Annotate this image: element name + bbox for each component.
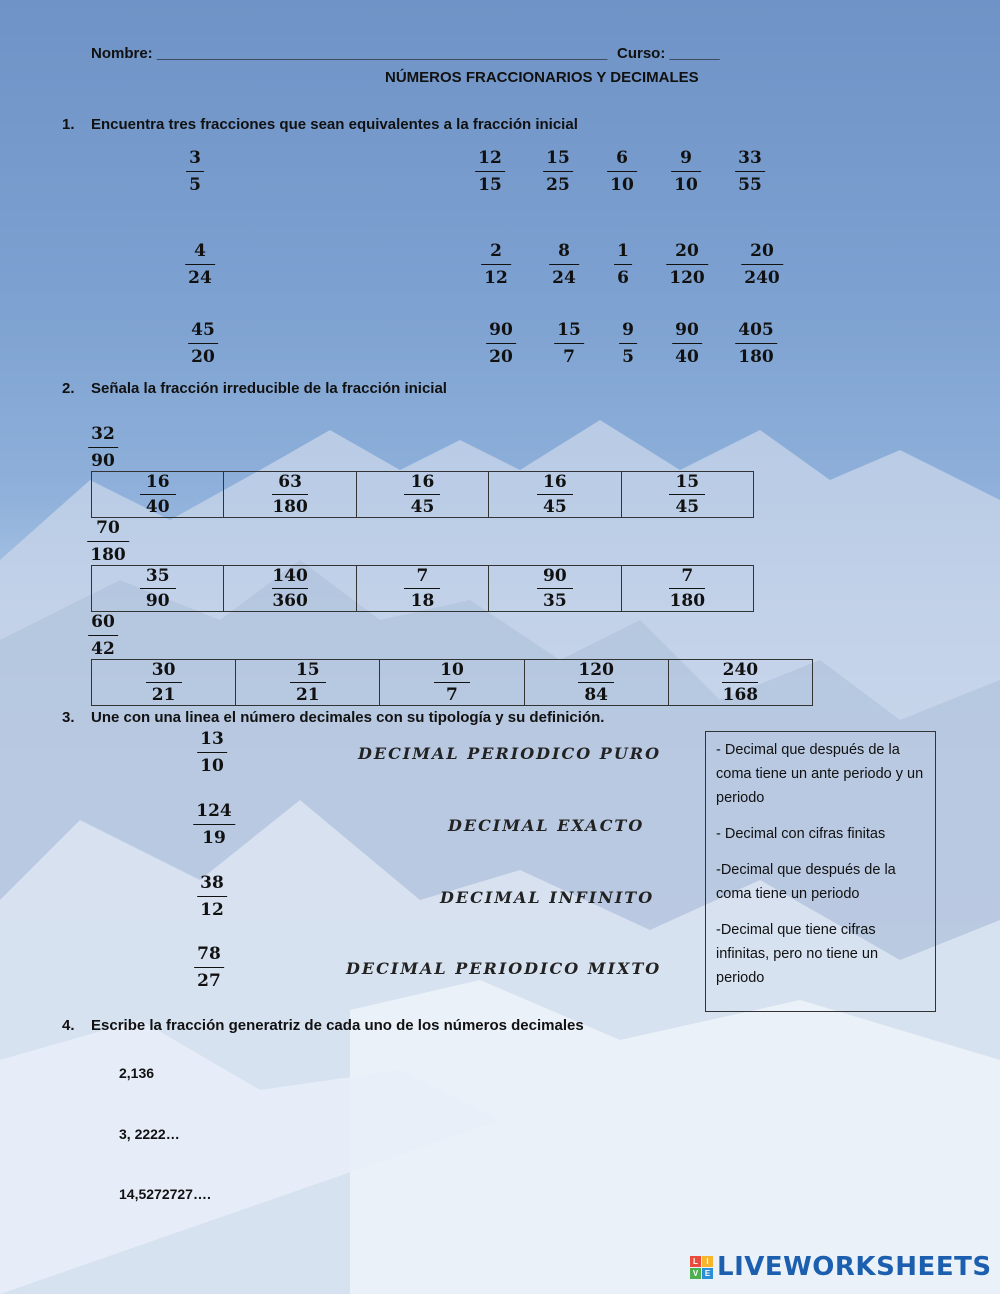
fraction-bar [666, 264, 708, 265]
denominator: 168 [722, 685, 759, 705]
fraction-bar [88, 635, 118, 636]
numerator: 9 [622, 320, 634, 340]
numerator: 45 [191, 320, 215, 340]
denominator: 42 [91, 639, 115, 659]
fraction-bar [735, 171, 765, 172]
numerator: 30 [151, 660, 176, 680]
question-3-number: 3. [62, 709, 75, 726]
denominator: 15 [478, 175, 502, 195]
numerator: 7 [416, 566, 429, 586]
option-fraction[interactable] [481, 240, 511, 289]
numerator: 35 [145, 566, 170, 586]
denominator: 27 [197, 971, 221, 991]
option-fraction[interactable] [543, 147, 573, 196]
fraction-bar [607, 171, 637, 172]
type-periodic-mixed[interactable]: DECIMAL PERIODICO MIXTO [346, 959, 662, 978]
fraction-bar [404, 588, 440, 589]
denominator: 5 [622, 347, 634, 367]
denominator: 19 [202, 828, 226, 848]
name-line: ______________________________________________________ [156, 45, 608, 62]
fraction-bar [669, 588, 705, 589]
option-fraction [489, 566, 620, 611]
numerator: 15 [675, 472, 700, 492]
numerator: 1 [617, 241, 629, 261]
fraction-bar [272, 494, 308, 495]
fraction-bar [486, 343, 516, 344]
question-1-text: Encuentra tres fracciones que sean equivalentes a la fracción inicial [91, 116, 578, 133]
type-periodic-pure[interactable]: DECIMAL PERIODICO PURO [358, 744, 661, 763]
fraction-bar [404, 494, 440, 495]
option-fraction[interactable] [672, 319, 702, 368]
initial-fraction [185, 240, 215, 289]
fraction-bar [185, 264, 215, 265]
option-fraction[interactable] [735, 319, 777, 368]
denominator: 12 [484, 268, 508, 288]
denominator: 25 [546, 175, 570, 195]
options-table [91, 659, 813, 706]
numerator: 32 [91, 424, 115, 444]
numerator: 240 [722, 660, 759, 680]
numerator: 12 [478, 148, 502, 168]
denominator: 18 [410, 591, 435, 611]
fraction-bar [537, 588, 573, 589]
decimal-item: 3, 2222… [119, 1126, 180, 1142]
option-fraction [357, 472, 488, 517]
fraction-bar [672, 343, 702, 344]
denominator: 7 [563, 347, 575, 367]
denominator: 240 [744, 268, 780, 288]
numerator: 20 [675, 241, 699, 261]
denominator: 180 [669, 591, 706, 611]
numerator: 90 [543, 566, 567, 586]
denominator: 45 [543, 497, 567, 517]
definition-item[interactable]: - Decimal que después de la coma tiene un ante periodo y un periodo [716, 742, 924, 806]
options-table [91, 565, 754, 612]
fraction-bar [188, 343, 218, 344]
course-label: Curso: [617, 45, 666, 62]
numerator: 20 [750, 241, 774, 261]
denominator: 45 [410, 497, 435, 517]
option-cell[interactable] [92, 472, 224, 518]
decimal-fraction[interactable] [197, 872, 227, 921]
denominator: 21 [295, 685, 320, 705]
option-fraction [525, 660, 668, 705]
numerator: 6 [616, 148, 628, 168]
definition-item[interactable]: - Decimal con cifras finitas [716, 826, 886, 842]
numerator: 7 [681, 566, 694, 586]
fraction-bar [146, 682, 182, 683]
definitions-box [705, 731, 936, 1012]
numerator: 124 [196, 801, 232, 821]
decimal-item: 14,5272727…. [119, 1186, 211, 1202]
option-fraction[interactable] [619, 319, 637, 368]
option-fraction[interactable] [666, 240, 708, 289]
table-row [92, 660, 813, 706]
numerator: 90 [675, 320, 699, 340]
numerator: 9 [680, 148, 692, 168]
option-cell[interactable] [236, 660, 380, 706]
options-table [91, 471, 754, 518]
definition-item[interactable]: -Decimal que después de la coma tiene un periodo [716, 862, 896, 902]
denominator: 21 [151, 685, 176, 705]
numerator: 4 [194, 241, 206, 261]
fraction-bar [272, 588, 308, 589]
fraction-bar [669, 494, 705, 495]
numerator: 405 [738, 320, 774, 340]
fraction-bar [537, 494, 573, 495]
page-title: NÚMEROS FRACCIONARIOS Y DECIMALES [385, 69, 699, 86]
denominator: 40 [145, 497, 170, 517]
option-fraction [92, 566, 223, 611]
logo-block: I [702, 1256, 713, 1267]
denominator: 360 [272, 591, 308, 611]
fraction-bar [481, 264, 511, 265]
fraction-bar [722, 682, 758, 683]
course-line: ______ [669, 45, 720, 62]
option-cell[interactable] [621, 566, 753, 612]
denominator: 10 [674, 175, 698, 195]
denominator: 40 [675, 347, 699, 367]
option-fraction [622, 472, 753, 517]
denominator: 90 [91, 451, 115, 471]
initial-fraction [88, 611, 118, 660]
type-exact[interactable]: DECIMAL EXACTO [448, 816, 645, 835]
option-cell[interactable] [380, 660, 524, 706]
option-cell[interactable] [356, 566, 488, 612]
option-fraction [357, 566, 488, 611]
logo-block: E [702, 1268, 713, 1279]
logo-blocks-icon [690, 1256, 713, 1279]
numerator: 15 [557, 320, 581, 340]
denominator: 120 [669, 268, 705, 288]
definition-item[interactable]: -Decimal que tiene cifras infinitas, pero no tiene un periodo [716, 922, 879, 986]
fraction-bar [193, 824, 235, 825]
fraction-bar [475, 171, 505, 172]
denominator: 6 [617, 268, 629, 288]
option-cell[interactable] [524, 660, 668, 706]
table-row [92, 566, 754, 612]
denominator: 20 [489, 347, 513, 367]
question-3-text: Une con una linea el número decimales con su tipología y su definición. [91, 709, 605, 726]
fraction-bar [197, 896, 227, 897]
option-fraction[interactable] [741, 240, 783, 289]
denominator: 180 [90, 545, 126, 565]
option-fraction [380, 660, 523, 705]
name-field[interactable] [91, 45, 607, 62]
fraction-bar [671, 171, 701, 172]
decimal-item: 2,136 [119, 1065, 155, 1081]
question-2-text: Señala la fracción irreducible de la fracción inicial [91, 380, 447, 397]
fraction-bar [88, 447, 118, 448]
option-fraction [224, 472, 355, 517]
option-fraction [236, 660, 379, 705]
denominator: 45 [675, 497, 700, 517]
fraction-bar [735, 343, 777, 344]
denominator: 7 [446, 685, 458, 705]
question-2-number: 2. [62, 380, 75, 397]
initial-fraction [186, 147, 204, 196]
option-fraction[interactable] [554, 319, 584, 368]
fraction-bar [741, 264, 783, 265]
numerator: 15 [295, 660, 320, 680]
option-fraction[interactable] [607, 147, 637, 196]
option-fraction[interactable] [671, 147, 701, 196]
denominator: 180 [738, 347, 774, 367]
decimal-fraction[interactable] [197, 728, 227, 777]
denominator: 12 [200, 900, 224, 920]
denominator: 20 [191, 347, 215, 367]
denominator: 180 [272, 497, 308, 517]
liveworksheets-logo [690, 1252, 992, 1282]
table-row [92, 472, 754, 518]
numerator: 16 [543, 472, 567, 492]
numerator: 70 [96, 518, 120, 538]
logo-text: LIVEWORKSHEETS [717, 1252, 992, 1282]
fraction-bar [197, 752, 227, 753]
numerator: 60 [91, 612, 115, 632]
name-label: Nombre: [91, 45, 153, 62]
option-fraction [489, 472, 620, 517]
numerator: 38 [200, 873, 224, 893]
denominator: 10 [610, 175, 634, 195]
numerator: 90 [489, 320, 513, 340]
denominator: 24 [552, 268, 576, 288]
option-fraction[interactable] [735, 147, 765, 196]
fraction-bar [614, 264, 632, 265]
initial-fraction [188, 319, 218, 368]
fraction-bar [543, 171, 573, 172]
fraction-bar [140, 494, 176, 495]
numerator: 13 [200, 729, 224, 749]
numerator: 8 [558, 241, 570, 261]
fraction-bar [186, 171, 204, 172]
denominator: 90 [145, 591, 170, 611]
option-cell[interactable] [92, 660, 236, 706]
numerator: 78 [197, 944, 221, 964]
numerator: 140 [272, 566, 308, 586]
question-1-number: 1. [62, 116, 75, 133]
numerator: 10 [440, 660, 464, 680]
option-cell[interactable] [92, 566, 224, 612]
option-fraction [622, 566, 753, 611]
fraction-bar [554, 343, 584, 344]
numerator: 16 [145, 472, 170, 492]
option-fraction[interactable] [475, 147, 505, 196]
logo-block: V [690, 1268, 701, 1279]
option-fraction [224, 566, 355, 611]
numerator: 2 [490, 241, 502, 261]
fraction-bar [549, 264, 579, 265]
option-cell[interactable] [621, 472, 753, 518]
denominator: 84 [584, 685, 608, 705]
numerator: 63 [278, 472, 302, 492]
course-field[interactable] [617, 45, 720, 62]
option-fraction[interactable] [549, 240, 579, 289]
question-4-text: Escribe la fracción generatriz de cada uno de los números decimales [91, 1017, 584, 1034]
option-fraction [92, 472, 223, 517]
denominator: 5 [189, 175, 201, 195]
fraction-bar [290, 682, 326, 683]
fraction-bar [434, 682, 470, 683]
fraction-bar [619, 343, 637, 344]
fraction-bar [87, 541, 129, 542]
option-fraction[interactable] [486, 319, 516, 368]
denominator: 24 [188, 268, 212, 288]
numerator: 16 [410, 472, 435, 492]
decimal-fraction[interactable] [194, 943, 224, 992]
fraction-bar [194, 967, 224, 968]
numerator: 120 [578, 660, 614, 680]
fraction-bar [140, 588, 176, 589]
option-cell[interactable] [224, 566, 356, 612]
type-infinite[interactable]: DECIMAL INFINITO [440, 888, 655, 907]
option-cell[interactable] [356, 472, 488, 518]
initial-fraction [88, 423, 118, 472]
question-4-number: 4. [62, 1017, 75, 1034]
decimal-fraction[interactable] [193, 800, 235, 849]
initial-fraction [87, 517, 129, 566]
fraction-bar [578, 682, 614, 683]
option-cell[interactable] [489, 472, 621, 518]
option-cell[interactable] [489, 566, 621, 612]
option-fraction[interactable] [614, 240, 632, 289]
numerator: 3 [189, 148, 201, 168]
option-fraction [92, 660, 235, 705]
option-cell[interactable] [224, 472, 356, 518]
denominator: 35 [543, 591, 567, 611]
numerator: 15 [546, 148, 570, 168]
numerator: 33 [738, 148, 762, 168]
option-fraction [669, 660, 812, 705]
option-cell[interactable] [668, 660, 812, 706]
denominator: 10 [200, 756, 224, 776]
logo-block: L [690, 1256, 701, 1267]
denominator: 55 [738, 175, 762, 195]
